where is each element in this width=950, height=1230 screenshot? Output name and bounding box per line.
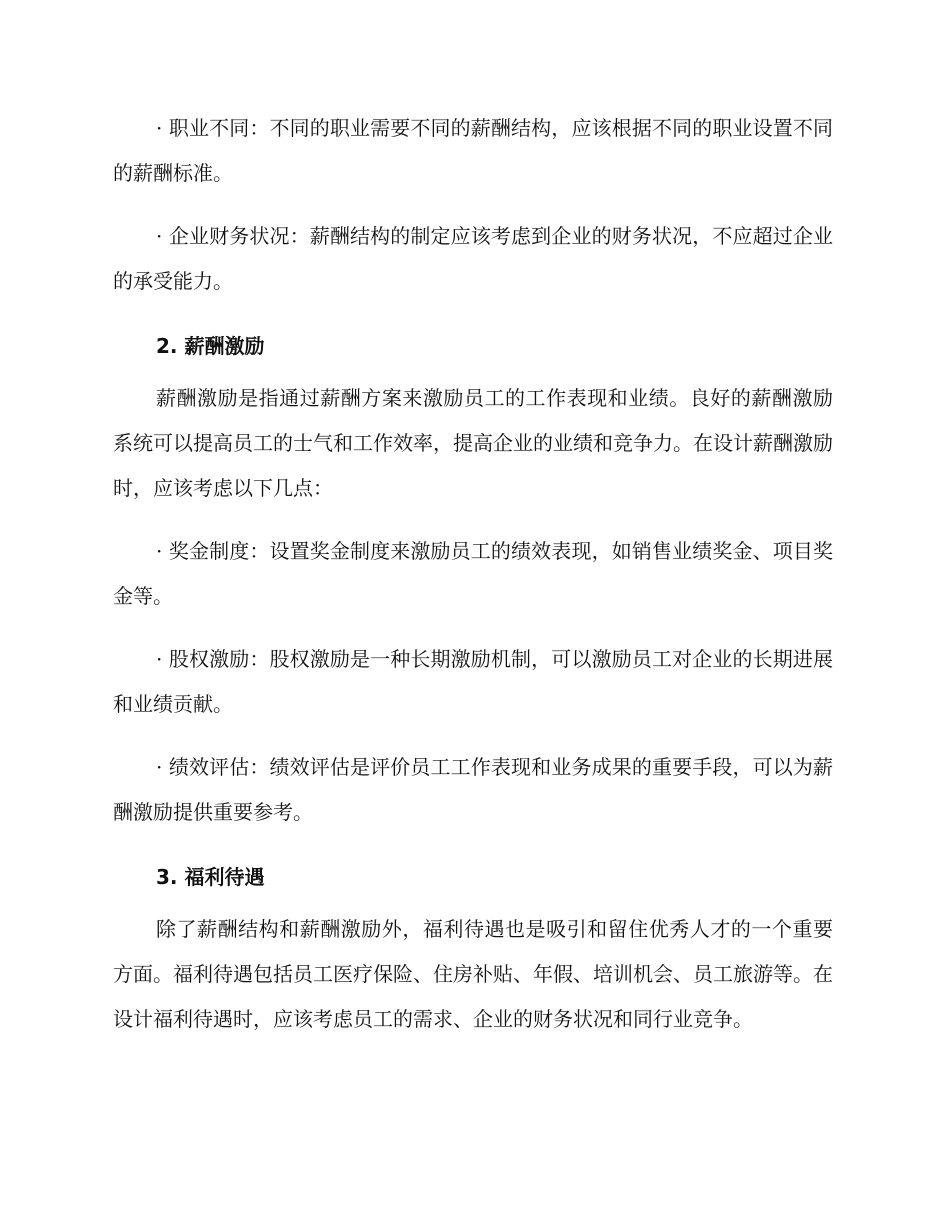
bullet-equity-incentive: · 股权激励：股权激励是一种长期激励机制，可以激励员工对企业的长期进展和业绩贡献。: [113, 647, 833, 716]
bullet-bonus-system: · 奖金制度：设置奖金制度来激励员工的绩效表现，如销售业绩奖金、项目奖金等。: [113, 539, 833, 608]
bullet-occupation: · 职业不同：不同的职业需要不同的薪酬结构，应该根据不同的职业设置不同的薪酬标准。: [113, 116, 833, 185]
paragraph-benefits: 除了薪酬结构和薪酬激励外，福利待遇也是吸引和留住优秀人才的一个重要方面。福利待遇包括员工医疗保险、住房补贴、年假、培训机会、员工旅游等。在设计福利待遇时，应该考虑员工的需求、企业的财务状况和同行业竞争。: [113, 917, 833, 1031]
bullet-financial-status: · 企业财务状况：薪酬结构的制定应该考虑到企业的财务状况，不应超过企业的承受能力。: [113, 224, 833, 293]
paragraph-salary-incentive: 薪酬激励是指通过薪酬方案来激励员工的工作表现和业绩。良好的薪酬激励系统可以提高员工的士气和工作效率，提高企业的业绩和竞争力。在设计薪酬激励时，应该考虑以下几点：: [113, 386, 833, 500]
bullet-performance-evaluation: · 绩效评估：绩效评估是评价员工工作表现和业务成果的重要手段，可以为薪酬激励提供重要参考。: [113, 755, 833, 824]
section-heading-salary-incentive: 2. 薪酬激励: [156, 334, 265, 358]
document-body: [113, 106, 833, 1060]
section-heading-benefits: 3. 福利待遇: [156, 865, 265, 889]
